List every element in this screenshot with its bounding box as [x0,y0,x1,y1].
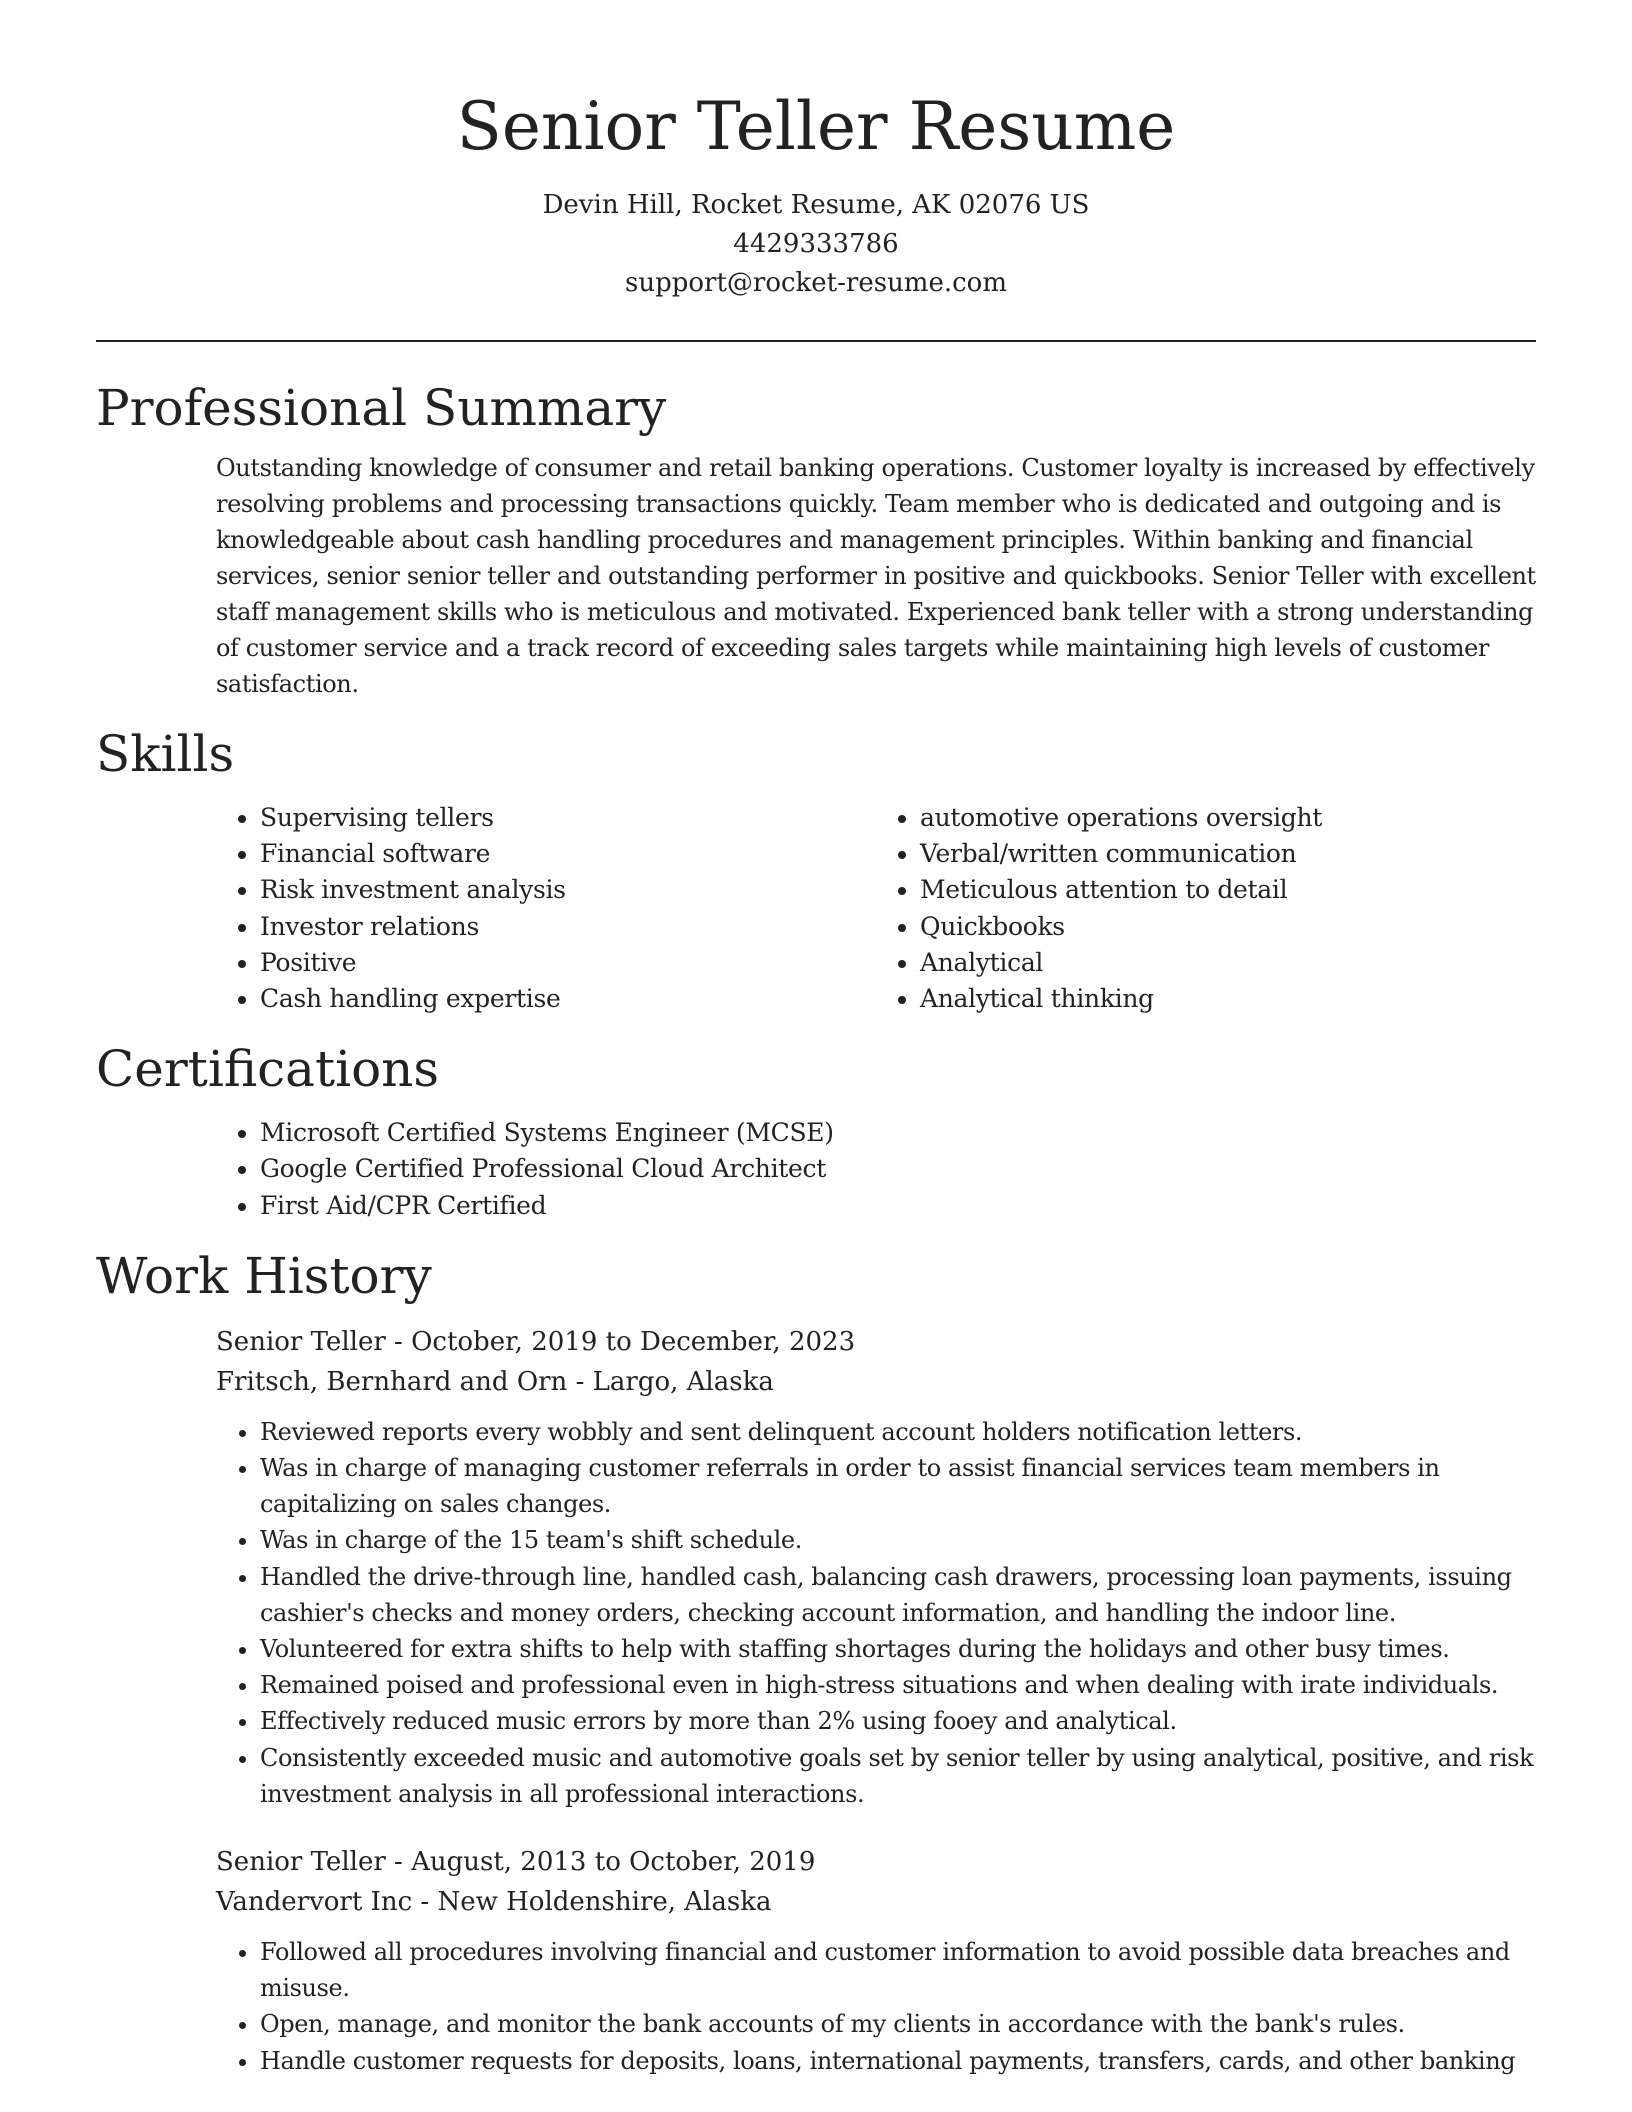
job-bullet: • Open, manage, and monitor the bank accounts of my clients in accordance with the bank's rules. [260,2006,1536,2042]
skills-column-left [216,800,876,1017]
section-title-work-history: Work History [96,1246,432,1305]
job-bullet: • Was in charge of managing customer referrals in order to assist financial services team members in capitalizing on sales changes. [260,1450,1536,1522]
section-title-summary: Professional Summary [96,379,667,437]
job-dates: - October, 2019 to December, 2023 [385,1326,856,1357]
contact-phone: 4429333786 [733,229,899,259]
section-title-certifications: Certifications [96,1040,440,1099]
skills-list [216,800,1536,1017]
job-bullet: • Was in charge of the 15 team's shift schedule. [260,1522,1536,1558]
job-location: - Largo, Alaska [567,1366,774,1397]
job-role: Senior Teller [216,1326,386,1357]
certification-item: • Microsoft Certified Systems Engineer (MCSE) [260,1115,1536,1151]
job-title-line [216,1842,1536,1882]
job-location: - New Holdenshire, Alaska [412,1887,772,1918]
certification-item: • First Aid/CPR Certified [260,1188,1536,1224]
job-company-line [216,1882,1536,1922]
page-title: Senior Teller Resume [456,88,1176,165]
skills-column-right [876,800,1536,1017]
job-entry [216,1322,1536,1812]
job-bullet: • Remained poised and professional even in high-stress situations and when dealing with irate individuals. [260,1667,1536,1703]
job-title-line [216,1322,1536,1362]
job-bullet: • Consistently exceeded music and automotive goals set by senior teller by using analytical, positive, and risk investment analysis in all professional interactions. [260,1740,1536,1812]
skill-item: • Financial software [260,836,876,872]
job-role: Senior Teller [216,1847,386,1878]
certifications-list [216,1115,1536,1224]
skill-item: • Quickbooks [920,909,1536,945]
job-entry [216,1842,1536,2079]
section-title-skills: Skills [96,725,235,783]
job-bullet: • Reviewed reports every wobbly and sent delinquent account holders notification letters. [260,1414,1536,1450]
skill-item: • Meticulous attention to detail [920,872,1536,908]
job-bullet: • Effectively reduced music errors by more than 2% using fooey and analytical. [260,1703,1536,1739]
certification-item: • Google Certified Professional Cloud Architect [260,1151,1536,1187]
job-bullets [216,1414,1536,1812]
job-company: Vandervort Inc [216,1887,413,1918]
contact-block [96,186,1536,303]
contact-email: support@rocket-resume.com [624,268,1007,298]
skill-item: • Analytical thinking [920,981,1536,1017]
job-company: Fritsch, Bernhard and Orn [216,1366,568,1397]
job-bullets [216,1934,1536,2079]
skill-item: • Verbal/written communication [920,836,1536,872]
job-bullet: • Handle customer requests for deposits, loans, international payments, transfers, cards, and other banking [260,2043,1536,2079]
resume-header [96,0,1536,303]
skill-item: • automotive operations oversight [920,800,1536,836]
job-bullet: • Followed all procedures involving financial and customer information to avoid possible data breaches and misuse. [260,1934,1536,2006]
job-company-line [216,1362,1536,1402]
skill-item: • Risk investment analysis [260,872,876,908]
skill-item: • Analytical [920,945,1536,981]
skill-item: • Supervising tellers [260,800,876,836]
job-dates: - August, 2013 to October, 2019 [385,1847,816,1878]
summary-text: Outstanding knowledge of consumer and retail banking operations. Customer loyalty is increased by effectively resolving problems and processing transactions quickly. Team member who is dedicated and outgoing and is knowledgeable about cash handling procedures and management principles. Within banking and financial services, senior senior teller and outstanding performer in positive and quickbooks. Senior Teller with excellent staff management skills who is meticulous and motivated. Experienced bank teller with a strong understanding of customer service and a track record of exceeding sales targets while maintaining high levels of customer satisfaction. [216,454,1536,698]
header-divider [96,340,1536,342]
skill-item: • Positive [260,945,876,981]
skill-item: • Investor relations [260,909,876,945]
job-bullet: • Volunteered for extra shifts to help with staffing shortages during the holidays and other busy times. [260,1631,1536,1667]
job-bullet: • Handled the drive-through line, handled cash, balancing cash drawers, processing loan payments, issuing cashier's checks and money orders, checking account information, and handling the indoor line. [260,1559,1536,1631]
contact-address: Devin Hill, Rocket Resume, AK 02076 US [542,190,1090,220]
skill-item: • Cash handling expertise [260,981,876,1017]
